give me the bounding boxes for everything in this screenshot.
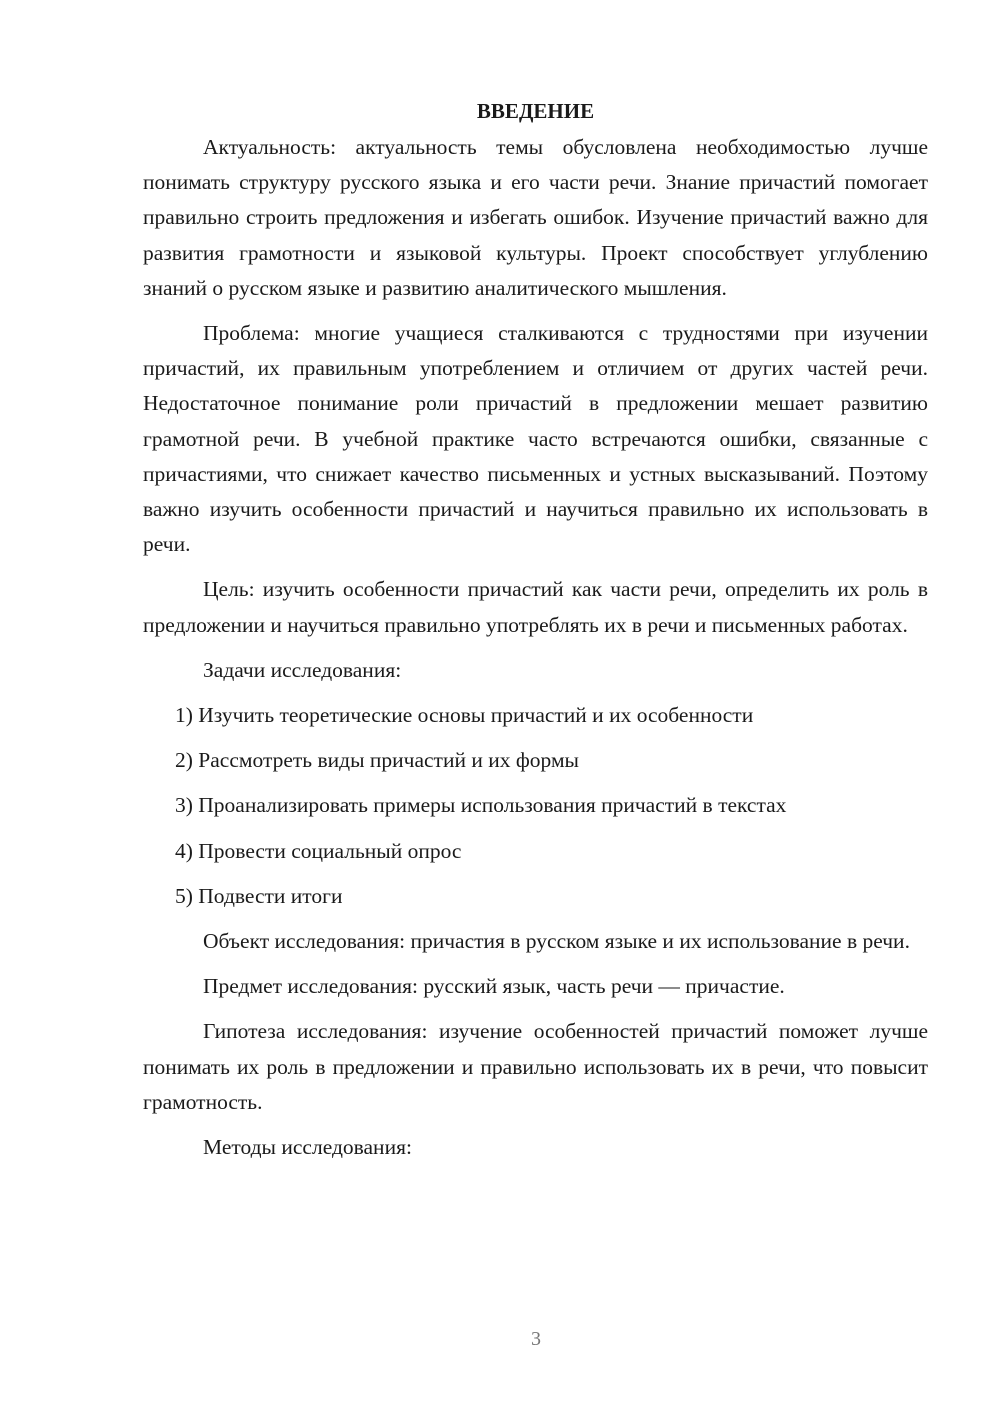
paragraph-problem: Проблема: многие учащиеся сталкиваются с трудностями при изучении причастий, их правильным употреблением и отличием от других частей речи. Недостаточное понимание роли причастий в предложении мешает развитию грамотной речи. В учебной практике часто встречаются ошибки, связанные с причастиями, что снижает качество письменных и устных высказываний. Поэтому важно изучить особенности причастий и научиться правильно их использовать в речи. [143,321,928,557]
page-content [143,92,928,1165]
section-heading: ВВЕДЕНИЕ [476,99,595,123]
list-item: 5) Подвести итоги [175,883,343,908]
list-item: 1) Изучить теоретические основы причастий и их особенности [175,703,754,728]
paragraph-hypothesis: Гипотеза исследования: изучение особенностей причастий поможет лучше понимать их роль в предложении и правильно использовать их в речи, что повысит грамотность. [143,1019,928,1114]
paragraph-object: Объект исследования: причастия в русском языке и их использование в речи. [203,929,910,954]
tasks-heading: Задачи исследования: [203,657,402,682]
paragraph-goal: Цель: изучить особенности причастий как части речи, определить их роль в предложении и научиться правильно употреблять их в речи и письменных работах. [143,577,928,637]
list-item: 3) Проанализировать примеры использования причастий в текстах [175,793,787,818]
page-number: 3 [531,1328,541,1350]
paragraph-subject: Предмет исследования: русский язык, часть речи — причастие. [203,974,785,999]
paragraph-relevance: Актуальность: актуальность темы обусловлена необходимостью лучше понимать структуру русского языка и его части речи. Знание причастий помогает правильно строить предложения и избегать ошибок. Изучение причастий важно для развития грамотности и языковой культуры. Проект способствует углублению знаний о русском языке и развитию аналитического мышления. [143,135,928,300]
paragraph-methods: Методы исследования: [203,1135,412,1160]
list-item: 2) Рассмотреть виды причастий и их формы [175,748,579,773]
list-item: 4) Провести социальный опрос [175,838,462,863]
tasks-list [143,698,928,914]
